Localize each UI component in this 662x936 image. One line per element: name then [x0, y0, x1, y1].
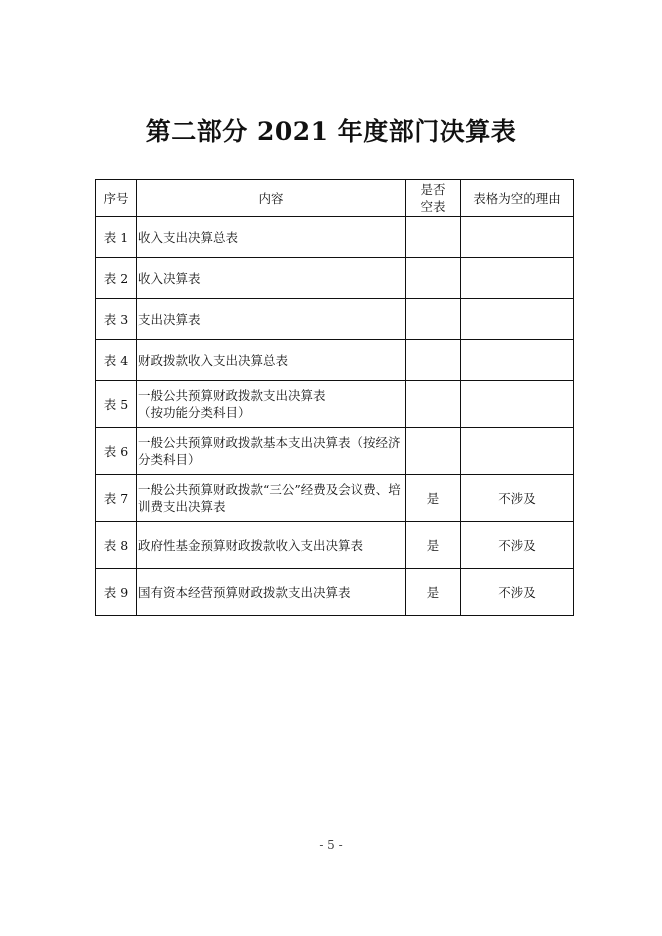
row-content: 国有资本经营预算财政拨款支出决算表	[137, 569, 406, 616]
row-content: 一般公共预算财政拨款“三公”经费及会议费、培训费支出决算表	[137, 475, 406, 522]
table-row	[96, 381, 574, 428]
row-is-empty: 是	[406, 475, 461, 522]
row-is-empty	[406, 217, 461, 258]
header-is-empty	[406, 180, 461, 217]
row-reason: 不涉及	[461, 569, 574, 616]
page-title: 第二部分 2021 年度部门决算表	[145, 117, 517, 146]
table-row	[96, 428, 574, 475]
row-content: 政府性基金预算财政拨款收入支出决算表	[137, 522, 406, 569]
row-reason	[461, 381, 574, 428]
table-row	[96, 475, 574, 522]
row-reason	[461, 217, 574, 258]
row-content-line2: （按功能分类科目）	[138, 405, 251, 420]
row-is-empty	[406, 381, 461, 428]
row-is-empty	[406, 340, 461, 381]
report-list-table	[95, 179, 574, 616]
table-row	[96, 340, 574, 381]
table-row	[96, 522, 574, 569]
row-seq: 表 5	[96, 381, 137, 428]
row-is-empty	[406, 258, 461, 299]
row-content: 财政拨款收入支出决算总表	[137, 340, 406, 381]
row-seq: 表 8	[96, 522, 137, 569]
header-is-empty-line1: 是否	[420, 182, 446, 197]
table-header-row	[96, 180, 574, 217]
row-seq: 表 3	[96, 299, 137, 340]
page-number: - 5 -	[319, 838, 343, 852]
header-reason: 表格为空的理由	[461, 180, 574, 217]
row-is-empty	[406, 428, 461, 475]
row-is-empty: 是	[406, 522, 461, 569]
row-reason: 不涉及	[461, 475, 574, 522]
row-content-line1: 一般公共预算财政拨款支出决算表	[138, 388, 326, 403]
table-row	[96, 258, 574, 299]
row-content: 一般公共预算财政拨款基本支出决算表（按经济分类科目）	[137, 428, 406, 475]
table-row	[96, 217, 574, 258]
row-seq: 表 1	[96, 217, 137, 258]
row-content: 支出决算表	[137, 299, 406, 340]
row-reason	[461, 258, 574, 299]
row-seq: 表 2	[96, 258, 137, 299]
header-content: 内容	[137, 180, 406, 217]
row-seq: 表 7	[96, 475, 137, 522]
row-seq: 表 9	[96, 569, 137, 616]
row-is-empty	[406, 299, 461, 340]
row-reason	[461, 340, 574, 381]
row-content: 收入支出决算总表	[137, 217, 406, 258]
row-reason	[461, 299, 574, 340]
header-seq: 序号	[96, 180, 137, 217]
row-seq: 表 6	[96, 428, 137, 475]
table-row	[96, 299, 574, 340]
table-row	[96, 569, 574, 616]
row-reason: 不涉及	[461, 522, 574, 569]
row-seq: 表 4	[96, 340, 137, 381]
row-is-empty: 是	[406, 569, 461, 616]
row-content	[137, 381, 406, 428]
row-reason	[461, 428, 574, 475]
row-content: 收入决算表	[137, 258, 406, 299]
header-is-empty-line2: 空表	[420, 199, 446, 214]
